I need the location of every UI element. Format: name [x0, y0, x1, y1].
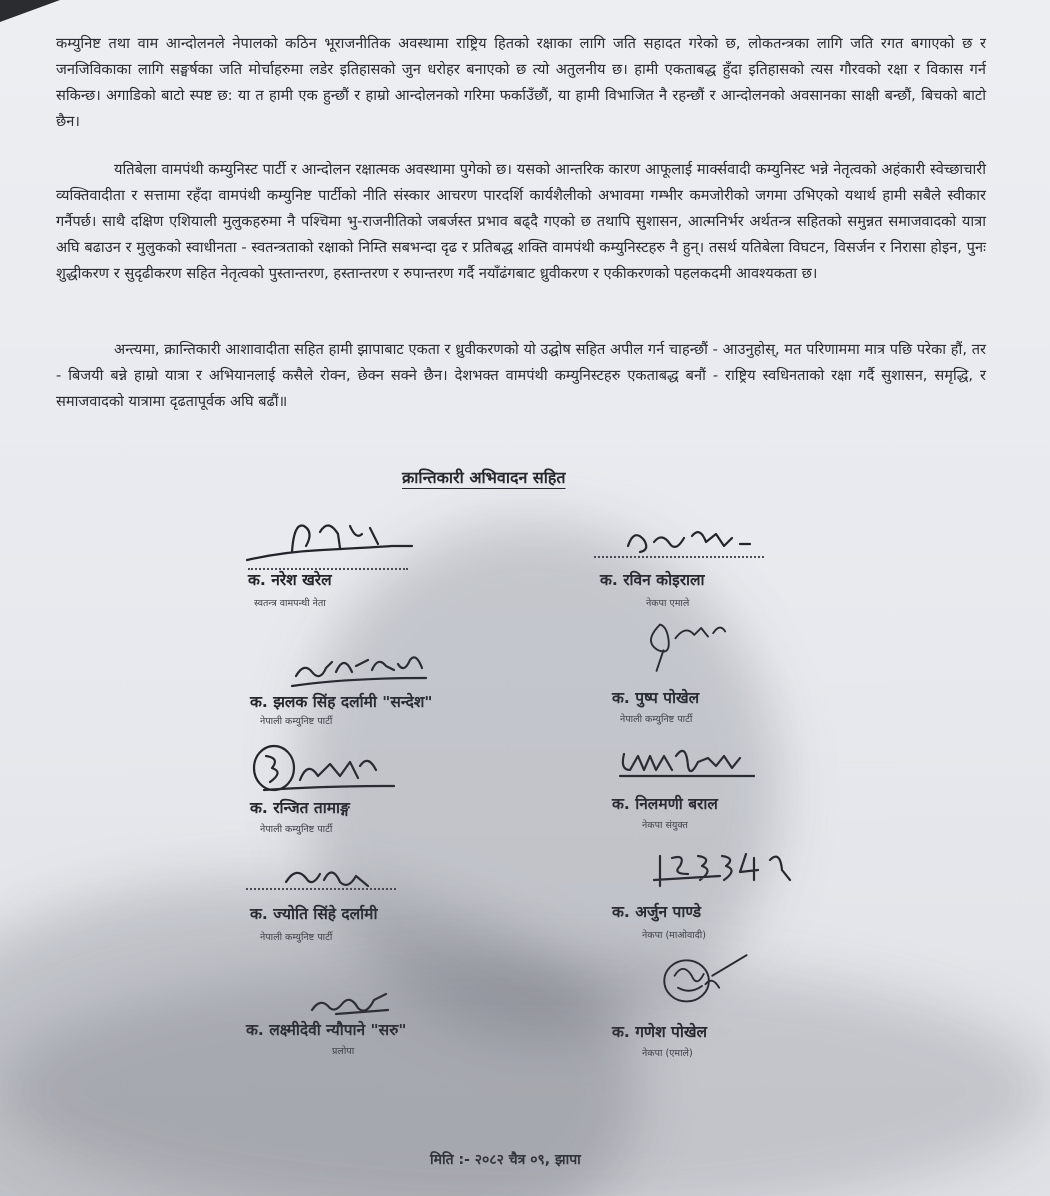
signatory-name: क. रविन कोइराला [600, 571, 705, 589]
signature-mark [650, 840, 850, 900]
signatory-title: नेपाली कम्युनिष्ट पार्टी [260, 716, 333, 727]
signature-block-right-3 [590, 736, 920, 836]
date-line: मिति :- २०८२ चैत्र ०९, झापा [430, 1152, 581, 1168]
signature-block-left-1 [232, 512, 562, 612]
signature-block-right-5 [590, 950, 920, 1060]
signature-block-right-1 [590, 512, 920, 612]
signature-block-left-4 [236, 856, 566, 952]
signature-mark [242, 512, 442, 572]
paragraph-3: अन्त्यमा, क्रान्तिकारी आशावादीता सहित हामी झापाबाट एकता र ध्रुवीकरणको यो उद्घोष सहित अपील गर्न चाहन्छौं - आउनुहोस्, मत परिणाममा मात्र पछि परेका हौं, तर - बिजयी बन्ने हाम्रो यात्रा र अभियानलाई कसैले रोक्न, छेक्न सक्ने छैन। देशभक्त वामपंथी कम्युनिस्टहरु एकताबद्ध बनौं - राष्ट्रिय स्वधिनताको रक्षा गर्दै सुशासन, समृद्धि, र समाजवादको यात्रामा दृढतापूर्वक अघि बढौं॥ [56, 340, 986, 410]
signatory-title: नेकपा एमाले [646, 598, 690, 609]
signature-block-left-2 [236, 640, 566, 732]
signatory-name: क. अर्जुन पाण्डे [612, 903, 702, 921]
signature-block-left-5 [236, 980, 566, 1060]
signature-mark [620, 516, 820, 576]
signature-mark [620, 616, 820, 676]
signatory-name: क. पुष्प पोखेल [612, 689, 700, 707]
paragraph-1: कम्युनिष्ट तथा वाम आन्दोलनले नेपालको कठिन भूराजनीतिक अवस्थामा राष्ट्रिय हितको रक्षाका लागि जति सहादत गरेको छ, लोकतन्त्रका लागि जति रगत बगाएको छ र जनजिविकाका लागि सङ्घर्षका जति मोर्चाहरुमा लडेर इतिहासको जुन धरोहर बनाएको छ त्यो अतुलनीय छ। हामी एकताबद्ध हुँदा इतिहासको त्यस गौरवको रक्षा र विकास गर्न सकिन्छ। अगाडिको बाटो स्पष्ट छ: या त हामी एक हुन्छौं र हाम्रो आन्दोलनको गरिमा फर्काउँछौं, या हामी विभाजित नै रहन्छौं र आन्दोलनको अवसानका साक्षी बन्छौं, बिचको बाटो छैन। [56, 34, 986, 130]
signatory-name: क. लक्ष्मीदेवी न्यौपाने "सरु" [246, 1021, 407, 1039]
paragraph-2: यतिबेला वामपंथी कम्युनिस्ट पार्टी र आन्दोलन रक्षात्मक अवस्थामा पुगेको छ। यसको आन्तरिक कारण आफूलाई मार्क्सवादी कम्युनिस्ट भन्ने नेतृत्वको अहंकारी स्वेच्छाचारी व्यक्तिवादीता र सत्तामा रहँदा वामपंथी कम्युनिष्ट पार्टीको नीति संस्कार आचरण पारदर्शि कार्यशैलीको अभावमा गम्भीर कमजोरीको जगमा उभिएको यथार्थ हामी सबैले स्वीकार गर्नैपर्छ। साथै दक्षिण एशियाली मुलुकहरुमा नै पश्चिमा भु-राजनीतिको जबर्जस्त प्रभाव बढ्दै गएको छ तथापि सुशासन, आत्मनिर्भर अर्थतन्त्र सहितको समुन्नत समाजवादको यात्रा अघि बढाउन र मुलुकको स्वाधीनता - स्वतन्त्रताको रक्षाको निम्ति सबभन्दा दृढ र प्रतिबद्ध शक्ति वामपंथी कम्युनिस्टहरु नै हुन्। तसर्थ यतिबेला विघटन, विसर्जन र निरासा होइन, पुनः शुद्धीकरण र सुदृढीकरण सहित नेतृत्वको पुस्तान्तरण, हस्तान्तरण र रुपान्तरण गर्दै नयाँढंगबाट ध्रुवीकरण र एकीकरणको पहलकदमी आवश्यकता छ। [56, 160, 986, 282]
signature-mark [638, 950, 838, 1010]
signature-block-right-2 [590, 616, 920, 726]
signatory-title: नेकपा (माओवादी) [642, 930, 706, 941]
signatory-title: स्वतन्त्र वामपन्थी नेता [254, 598, 326, 609]
signatory-title: नेकपा (एमाले) [642, 1048, 693, 1059]
signatory-name: क. ज्योति सिंहे दर्लामी [250, 905, 378, 923]
signature-line [594, 556, 764, 558]
corner-fold [0, 0, 60, 22]
signature-block-right-4 [590, 840, 920, 950]
signatory-name: क. गणेश पोखेल [612, 1023, 708, 1041]
signatory-name: क. नरेश खरेल [248, 571, 332, 589]
signatory-name: क. रन्जित तामाङ्ग [250, 799, 350, 817]
signature-mark [244, 740, 444, 800]
signatory-title: नेपाली कम्युनिष्ट पार्टी [260, 824, 333, 835]
signature-line [246, 888, 396, 890]
signatory-title: प्रलोपा [332, 1046, 355, 1057]
signatory-name: क. निलमणी बराल [612, 795, 718, 813]
signatory-title: नेपाली कम्युनिष्ट पार्टी [620, 714, 693, 725]
signatory-title: नेपाली कम्युनिष्ट पार्टी [260, 932, 333, 943]
signatory-name: क. झलक सिंह दर्लामी "सन्देश" [250, 693, 433, 711]
signatory-title: नेकपा संयुक्त [642, 820, 688, 831]
closing-salutation: क्रान्तिकारी अभिवादन सहित [402, 468, 566, 487]
signature-mark [614, 736, 814, 796]
signature-block-left-3 [236, 740, 566, 836]
